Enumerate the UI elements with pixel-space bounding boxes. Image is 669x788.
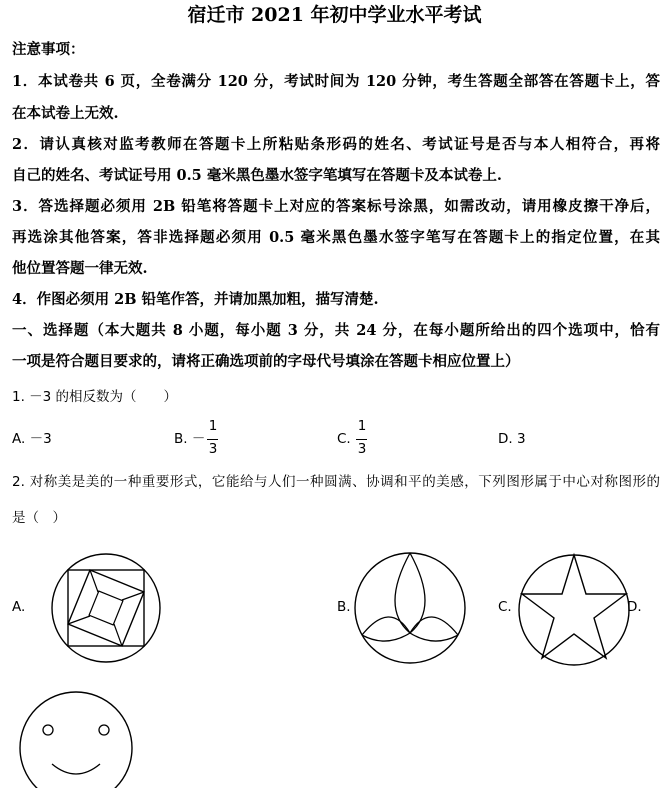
note-3-line-3: 他位置答题一律无效. <box>12 260 148 277</box>
q1-option-c-denominator: 3 <box>357 441 367 457</box>
q1-option-b-label: B. － <box>174 431 206 447</box>
q1-option-a: A. －3 <box>12 431 52 447</box>
q2-option-c-label: C. <box>498 599 512 615</box>
q1-option-c-label: C. <box>337 431 351 447</box>
q1-stem: 1. －3 的相反数为（ ） <box>12 389 178 405</box>
q1-option-b-numerator: 1 <box>208 418 218 434</box>
q1-option-c-numerator: 1 <box>357 418 367 434</box>
q1-option-b-fraction-bar <box>207 439 218 440</box>
note-1-line-1: 1．本试卷共 6 页，全卷满分 120 分，考试时间为 120 分钟，考生答题全部答在答题卡上，答 <box>12 73 660 90</box>
section-heading-line-1: 一、选择题（本大题共 8 小题，每小题 3 分，共 24 分，在每小题所给出的四个选项中，恰有 <box>12 322 660 339</box>
q2-option-a-label: A. <box>12 599 26 615</box>
q1-option-b-denominator: 3 <box>208 441 218 457</box>
q1-option-d: D. 3 <box>498 431 526 447</box>
note-1-line-2: 在本试卷上无效. <box>12 105 119 122</box>
note-2-line-1: 2．请认真核对监考教师在答题卡上所粘贴条形码的姓名、考试证号是否与本人相符合，再将 <box>12 136 660 153</box>
section-heading-line-2: 一项是符合题目要求的，请将正确选项前的字母代号填涂在答题卡相应位置上） <box>12 353 520 370</box>
q2-stem-line-2: 是（ ） <box>12 510 66 526</box>
note-4-line-1: 4．作图必须用 2B 铅笔作答，并请加黑加粗，描写清楚. <box>12 291 379 308</box>
figure-d-smiley-face <box>16 688 136 788</box>
note-3-line-2: 再选涂其他答案，答非选择题必须用 0.5 毫米黑色墨水签字笔写在答题卡上的指定位置，在其 <box>12 229 660 246</box>
q1-option-c-fraction-bar <box>356 439 367 440</box>
notes-heading: 注意事项： <box>12 41 85 58</box>
figure-b-three-arcs-in-circle <box>350 548 470 668</box>
q2-option-d-label: D. <box>627 599 642 615</box>
figure-a-square-in-circle <box>46 548 166 668</box>
q2-stem-line-1: 2. 对称美是美的一种重要形式，它能给与人们一种圆满、协调和平的美感，下列图形属于中心对称图形的 <box>12 474 660 490</box>
exam-title: 宿迁市 2021 年初中学业水平考试 <box>187 4 482 26</box>
note-2-line-2: 自己的姓名、考试证号用 0.5 毫米黑色墨水签字笔填写在答题卡及本试卷上. <box>12 167 502 184</box>
q2-option-b-label: B. <box>337 599 351 615</box>
figure-c-star-in-circle <box>514 548 634 668</box>
note-3-line-1: 3．答选择题必须用 2B 铅笔将答题卡上对应的答案标号涂黑，如需改动，请用橡皮擦干净后， <box>12 198 660 215</box>
